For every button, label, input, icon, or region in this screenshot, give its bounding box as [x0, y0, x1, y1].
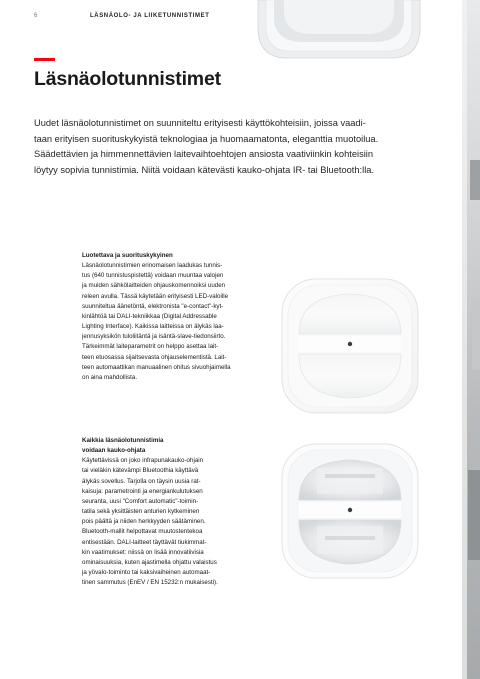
- block-line: ja yövalo-toiminto tai kaksivaiheinen automaat-: [82, 569, 211, 577]
- sensor-top-image: [244, 0, 434, 66]
- intro-paragraph: [34, 116, 459, 178]
- intro-line: Säädettävien ja himmennettävien laitevaihtoehtojen ansiosta vaativiinkin kohteisiin: [34, 149, 374, 160]
- block-heading: voidaan kauko-ohjata: [82, 447, 146, 455]
- block-line: Lighting Interface). Kaikissa laitteissa on älykäs laa-: [82, 323, 224, 331]
- intro-line: löytyy sopivia tunnistimia. Niitä voidaan kätevästi kauko-ohjata IR- tai Bluetooth:lla.: [34, 164, 375, 175]
- block-line: ominaisuuksia, kuten ajastimella ohjattu valaistus: [82, 558, 217, 566]
- block-line: suunniteltua äänetöntä, elektronista "e-contact"-kyt-: [82, 302, 224, 310]
- intro-line: taan erityisen suorituskykyistä teknologiaa ja huomaamatonta, eleganttia muotoilua.: [34, 133, 379, 144]
- intro-line: Uudet läsnäolotunnistimet on suunniteltu erityisesti käyttökohteisiin, joissa vaadi-: [34, 118, 366, 128]
- presence-sensor-image: [265, 262, 435, 427]
- block-line: kin vaatimukset: niissä on lisää innovatiivisia: [82, 548, 204, 556]
- block-line: Tärkeimmät laiteparametrit on helppo asettaa lait-: [82, 343, 219, 351]
- block-heading: Luotettava ja suorituskykyinen: [82, 252, 173, 259]
- block-line: Läsnäolotunnistimien erinomaisen laadukas tunnis-: [82, 262, 223, 270]
- page-title: Läsnäolotunnistimet: [34, 68, 221, 90]
- block-line: tinen sammutus (EnEV / EN 15232:n mukaisesti).: [82, 579, 218, 587]
- block-line: ja muiden sähkölaitteiden ohjauskomennoiksi uuden: [82, 282, 226, 290]
- block-line: on aina mahdollista.: [82, 373, 138, 381]
- section-label: LÄSNÄOLO- JA LIIKETUNNISTIMET: [90, 13, 210, 19]
- block-line: seuranta, uusi "Comfort automatic"-toimin-: [82, 497, 199, 505]
- block-line: releen avulla. Tässä käytetään erityisesti LED-valoille: [82, 292, 229, 300]
- interior-photo-strip: [462, 0, 480, 679]
- block-line: entisestään. DALI-laitteet täyttävät tiukimmat-: [82, 538, 207, 546]
- feature-block-remote: [82, 436, 272, 588]
- block-line: tus (640 tunnistuspistettä) voidaan muuntaa valojen: [82, 272, 224, 280]
- block-line: kaisuja: parametrointi ja energiankulutuksen: [82, 487, 203, 495]
- block-line: kinlähtöä tai DALI-tekniikkaa (Digital Addressable: [82, 312, 217, 320]
- accent-bar: [34, 58, 55, 61]
- block-line: tai vieläkin kätevämpi Bluetoothia käyttävä: [82, 467, 199, 475]
- block-line: pois päältä ja niiden herkkyyden säätäminen.: [82, 518, 206, 526]
- block-line: tatila sekä yksittäisten anturien kytkeminen: [82, 508, 200, 516]
- block-heading: Kaikkia läsnäolotunnistimia: [82, 437, 164, 444]
- block-line: Käytettävissä on joko infrapunakauko-ohjain: [82, 457, 204, 465]
- page-number: 6: [34, 13, 38, 19]
- block-line: älykäs sovellus. Tarjolla on täysin uusia rat-: [82, 477, 201, 485]
- bluetooth-sensor-image: [265, 436, 435, 601]
- feature-block-reliable: [82, 251, 272, 383]
- block-line: jennusyksikön tuloliitäntä ja isäntä-slave-tiedonsiirto.: [82, 333, 226, 341]
- block-line: teen etuosassa sijaitsevasta ohjauselementistä. Lait-: [82, 353, 227, 361]
- block-line: teen automaattikan manuaalinen ohitus sivuohjaimella: [82, 363, 231, 371]
- block-line: Bluetooth-mallit helpottavat muutostentekoa: [82, 528, 203, 536]
